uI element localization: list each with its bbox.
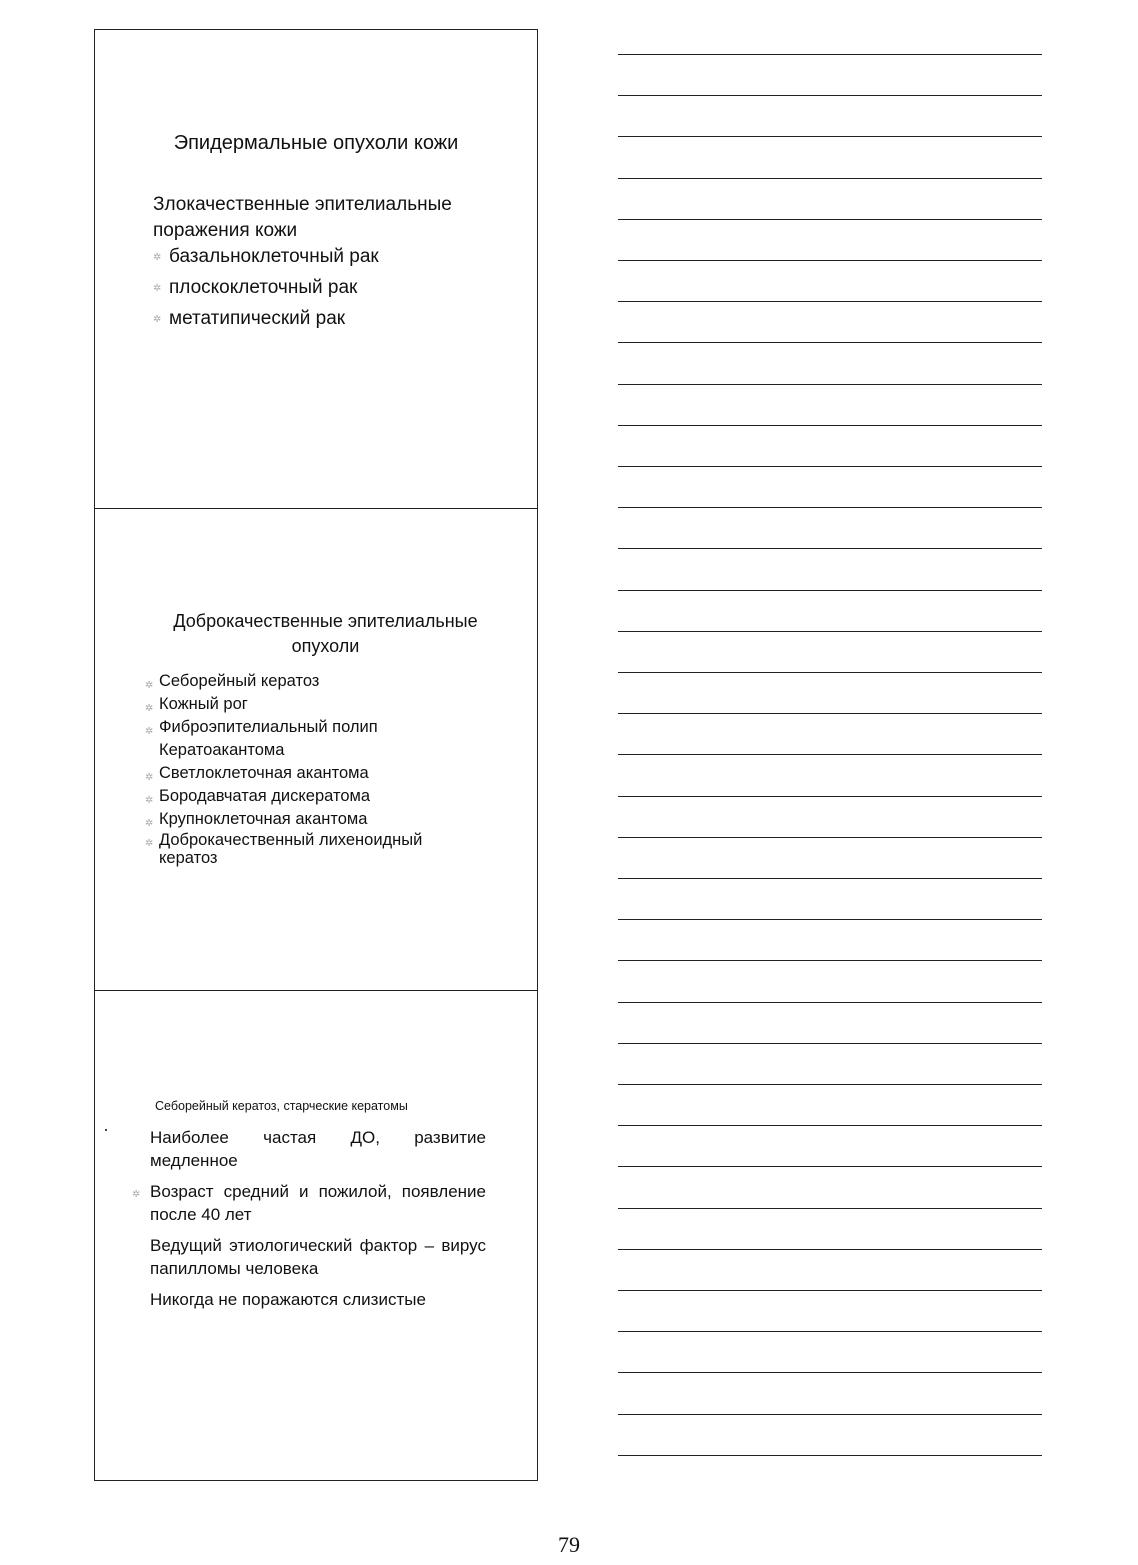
list-item-text: Бородавчатая дискератома: [159, 787, 371, 805]
note-line: [618, 1208, 1042, 1209]
list-item: [145, 785, 469, 808]
list-item-text: Кератоакантома: [159, 741, 285, 759]
page-number: 79: [558, 1532, 580, 1557]
list-item-text: Себорейный кератоз: [159, 672, 320, 690]
note-line: [618, 219, 1042, 220]
slide-2-list: [145, 670, 469, 867]
note-line: [618, 1084, 1042, 1085]
note-line: [618, 1331, 1042, 1332]
slide-1: [94, 29, 538, 509]
note-line: [618, 1414, 1042, 1415]
list-item-text: метатипический рак: [169, 308, 346, 329]
note-line: [618, 672, 1042, 673]
slide-3-title: Себорейный кератоз, старческие кератомы: [155, 1099, 408, 1113]
note-line: [618, 1290, 1042, 1291]
slide-column: [94, 29, 542, 1481]
note-line: [618, 301, 1042, 302]
slide-3: [94, 990, 538, 1481]
list-item: [132, 1180, 486, 1226]
note-line: [618, 178, 1042, 179]
list-item-text: Светлоклеточная акантома: [159, 764, 369, 782]
list-item: [145, 831, 469, 867]
note-line: [618, 425, 1042, 426]
note-line: [618, 548, 1042, 549]
note-line: [618, 136, 1042, 137]
note-line: [618, 960, 1042, 961]
note-line: [618, 1125, 1042, 1126]
note-line: [618, 507, 1042, 508]
list-item: [145, 693, 469, 716]
note-line: [618, 95, 1042, 96]
note-line: [618, 837, 1042, 838]
list-item-text: Возраст средний и пожилой, появление после 40 лет: [150, 1182, 486, 1224]
slide-1-heading: Злокачественные эпителиальные поражения кожи: [153, 194, 452, 241]
list-item-text: Кожный рог: [159, 695, 248, 713]
bullet-icon: ✲: [153, 314, 162, 325]
slide-3-body: [132, 1126, 486, 1319]
list-item: [145, 739, 469, 762]
list-item: [145, 808, 469, 831]
note-line: [618, 260, 1042, 261]
list-item-text: плоскоклеточный рак: [169, 277, 358, 298]
note-line: [618, 1455, 1042, 1456]
note-line: [618, 1043, 1042, 1044]
slide-1-list: [153, 246, 379, 339]
slide-2-title: Доброкачественные эпителиальные опухоли: [173, 611, 478, 656]
note-line: [618, 631, 1042, 632]
list-item-text: Доброкачественный лихеноидный кератоз: [159, 831, 423, 867]
list-item: Никогда не поражаются слизистые: [150, 1290, 426, 1309]
list-item: Ведущий этиологический фактор – вирус папилломы человека: [150, 1236, 486, 1278]
note-line: [618, 54, 1042, 55]
note-line: [618, 713, 1042, 714]
list-item: [153, 308, 379, 339]
list-item: [145, 762, 469, 785]
note-line: [618, 754, 1042, 755]
list-item: Наиболее частая ДО, развитие медленное: [150, 1128, 486, 1170]
note-line: [618, 466, 1042, 467]
note-line: [618, 342, 1042, 343]
list-item: [145, 716, 469, 739]
bullet-icon: ✲: [145, 795, 154, 806]
list-item: [153, 246, 379, 277]
note-line: [618, 878, 1042, 879]
bullet-icon: ✲: [145, 726, 154, 737]
bullet-icon: ✲: [145, 703, 154, 714]
list-item: [153, 277, 379, 308]
bullet-icon: ✲: [145, 818, 154, 829]
speck: [105, 1129, 107, 1131]
bullet-icon: ✲: [145, 838, 154, 849]
slide-2: [94, 508, 538, 991]
note-line: [618, 1372, 1042, 1373]
bullet-icon: ✲: [145, 680, 154, 691]
note-line: [618, 919, 1042, 920]
note-line: [618, 1249, 1042, 1250]
bullet-icon: ✲: [145, 772, 154, 783]
list-item-text: Фиброэпителиальный полип: [159, 718, 378, 736]
note-line: [618, 1166, 1042, 1167]
note-line: [618, 1002, 1042, 1003]
list-item-text: Крупноклеточная акантома: [159, 810, 368, 828]
bullet-icon: ✲: [153, 283, 162, 294]
slide-1-title: Эпидермальные опухоли кожи: [173, 132, 459, 154]
note-line: [618, 590, 1042, 591]
list-item-text: базальноклеточный рак: [169, 246, 379, 267]
note-line: [618, 384, 1042, 385]
list-item: [145, 670, 469, 693]
note-line: [618, 796, 1042, 797]
bullet-icon: ✲: [132, 1189, 141, 1200]
bullet-icon: ✲: [153, 252, 162, 263]
